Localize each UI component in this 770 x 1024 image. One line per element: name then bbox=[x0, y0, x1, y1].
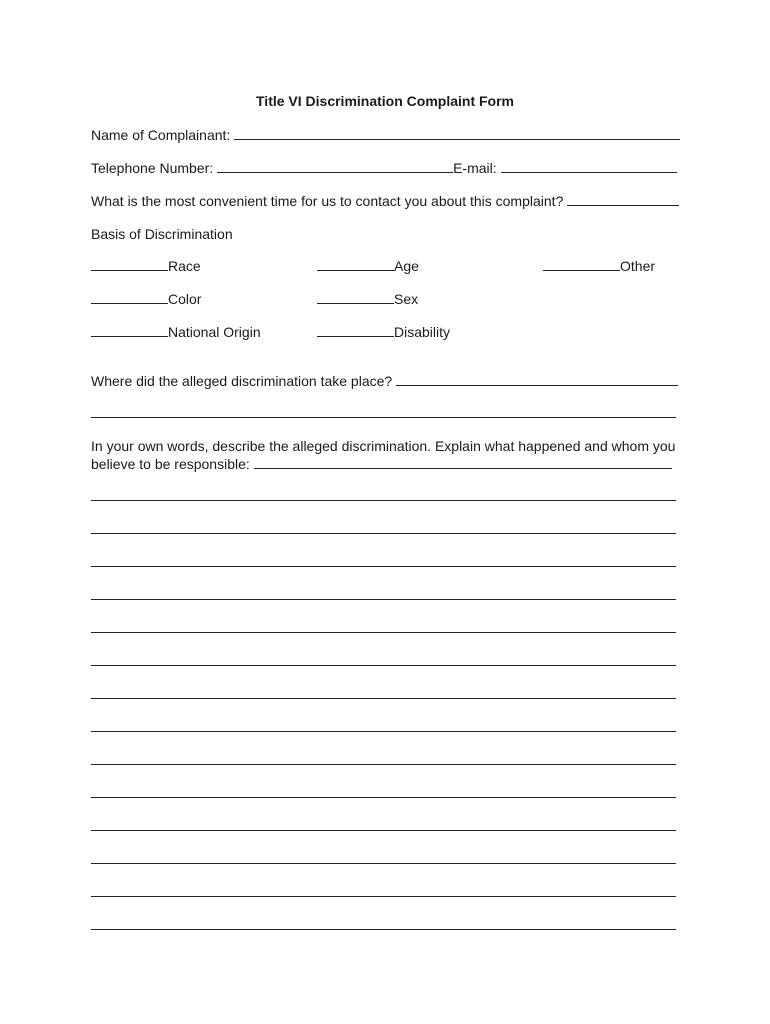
telephone-label: Telephone Number: bbox=[91, 160, 214, 176]
other-checkbox-blank[interactable] bbox=[543, 257, 620, 271]
location-field[interactable] bbox=[396, 372, 678, 386]
contact-time-field[interactable] bbox=[567, 192, 679, 206]
color-label: Color bbox=[168, 291, 202, 307]
national-origin-label: National Origin bbox=[168, 324, 261, 340]
describe-prompt-line-1: In your own words, describe the alleged discrimination. Explain what happened and whom you bbox=[91, 438, 676, 454]
telephone-email-row bbox=[91, 159, 677, 177]
name-row bbox=[91, 126, 680, 144]
email-field[interactable] bbox=[501, 159, 677, 173]
basis-option-age bbox=[317, 257, 419, 275]
describe-field-first-line[interactable] bbox=[254, 455, 672, 469]
description-line[interactable] bbox=[91, 632, 676, 633]
national-origin-checkbox-blank[interactable] bbox=[91, 323, 168, 337]
description-line[interactable] bbox=[91, 764, 676, 765]
location-question: Where did the alleged discrimination take place? bbox=[91, 373, 393, 389]
basis-heading: Basis of Discrimination bbox=[91, 226, 233, 242]
age-label: Age bbox=[394, 258, 419, 274]
description-line[interactable] bbox=[91, 533, 676, 534]
description-line[interactable] bbox=[91, 896, 676, 897]
basis-option-sex bbox=[317, 290, 418, 308]
disability-label: Disability bbox=[394, 324, 451, 340]
basis-option-other bbox=[543, 257, 655, 275]
basis-option-national-origin bbox=[91, 323, 261, 341]
description-line[interactable] bbox=[91, 665, 676, 666]
description-line[interactable] bbox=[91, 863, 676, 864]
basis-option-race bbox=[91, 257, 201, 275]
description-line[interactable] bbox=[91, 599, 676, 600]
contact-time-question: What is the most convenient time for us to contact you about this complaint? bbox=[91, 193, 564, 209]
sex-checkbox-blank[interactable] bbox=[317, 290, 394, 304]
name-field[interactable] bbox=[234, 126, 680, 140]
sex-label: Sex bbox=[394, 291, 419, 307]
location-field-line-2[interactable] bbox=[91, 417, 676, 418]
form-title: Title VI Discrimination Complaint Form bbox=[256, 93, 514, 109]
contact-time-row bbox=[91, 192, 679, 210]
description-line[interactable] bbox=[91, 830, 676, 831]
email-label: E-mail: bbox=[453, 160, 497, 176]
name-label: Name of Complainant: bbox=[91, 127, 231, 143]
race-label: Race bbox=[168, 258, 201, 274]
age-checkbox-blank[interactable] bbox=[317, 257, 394, 271]
basis-option-color bbox=[91, 290, 201, 308]
color-checkbox-blank[interactable] bbox=[91, 290, 168, 304]
description-line[interactable] bbox=[91, 500, 676, 501]
description-line[interactable] bbox=[91, 731, 676, 732]
description-line[interactable] bbox=[91, 698, 676, 699]
describe-row bbox=[91, 455, 672, 473]
location-row bbox=[91, 372, 678, 390]
disability-checkbox-blank[interactable] bbox=[317, 323, 394, 337]
description-line[interactable] bbox=[91, 566, 676, 567]
basis-option-disability bbox=[317, 323, 450, 341]
description-line[interactable] bbox=[91, 929, 676, 930]
description-line[interactable] bbox=[91, 797, 676, 798]
describe-prompt-line-2: believe to be responsible: bbox=[91, 456, 250, 472]
race-checkbox-blank[interactable] bbox=[91, 257, 168, 271]
other-label: Other bbox=[620, 258, 656, 274]
telephone-field[interactable] bbox=[217, 159, 453, 173]
